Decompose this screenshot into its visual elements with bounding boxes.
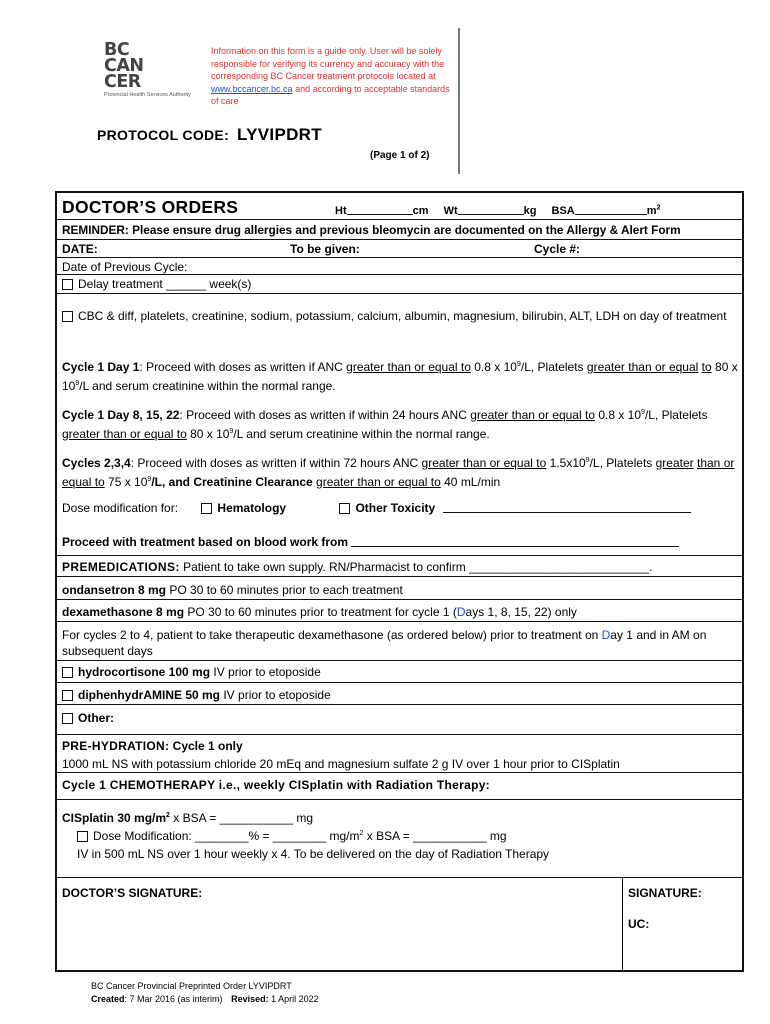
divider	[57, 704, 742, 705]
other-toxicity-field[interactable]	[443, 501, 691, 513]
c1d8-text: 0.8 x 10	[595, 408, 642, 422]
divider	[57, 682, 742, 683]
proceed-bloodwork-row	[62, 535, 679, 549]
gte-text: greater than or equal to	[62, 426, 187, 441]
logo-line-2: CAN	[104, 56, 144, 76]
dexamethasone-text: D	[456, 605, 466, 619]
cycles24-text: D	[601, 628, 611, 642]
logo-line-3: CER	[104, 72, 141, 92]
doctor-signature-label[interactable]: DOCTOR’S SIGNATURE:	[62, 886, 203, 900]
cycles-2-4-paragraph	[62, 453, 738, 490]
prehydration-text: 1000 mL NS with potassium chloride 20 mEq and magnesium sulfate 2 g IV over 1 hour prior to CISplatin	[62, 757, 620, 771]
other-toxicity-label: Other Toxicity	[355, 501, 436, 515]
divider	[57, 274, 742, 275]
dexamethasone-row	[62, 605, 577, 619]
prehydration-title: PRE-HYDRATION:	[62, 739, 170, 753]
gte-text: greater than or equal to	[346, 360, 471, 374]
cycles24-text: For cycles 2 to 4, patient to take therapeutic dexamethasone (as ordered below) prior to treatment on	[62, 628, 602, 642]
cisplatin-drug: CISplatin 30 mg/m	[62, 811, 167, 825]
hydrocortisone-drug: hydrocortisone 100 mg	[78, 665, 211, 679]
dose-mod-sup: 2	[359, 830, 364, 837]
disclaimer-part-2: and according to acceptable standards of care	[211, 83, 450, 106]
diphenhydramine-checkbox[interactable]	[62, 690, 73, 701]
dexamethasone-text: PO 30 to 60 minutes prior to treatment for cycle 1 (	[184, 605, 457, 619]
c1d1-text: 80 x 10	[62, 360, 738, 393]
exponent: 9	[147, 475, 152, 483]
ht-unit: cm	[412, 205, 429, 217]
other-premed-label: Other:	[78, 711, 114, 725]
exponent: 9	[641, 409, 645, 416]
delay-treatment-row	[62, 277, 251, 291]
cycles24-text: ay 1 and in AM on subsequent days	[62, 628, 707, 658]
cisplatin-dose-mod-row	[77, 829, 507, 843]
dose-mod-checkbox[interactable]	[77, 831, 88, 842]
doctors-orders-form	[55, 191, 744, 972]
protocol-code-heading	[97, 125, 322, 145]
page-indicator: (Page 1 of 2)	[370, 150, 430, 161]
cisplatin-row	[62, 811, 313, 825]
divider	[57, 877, 742, 878]
cycle1-day8-paragraph	[62, 405, 738, 442]
divider	[57, 239, 742, 240]
hematology-checkbox[interactable]	[201, 503, 212, 514]
bsa-unit: m	[646, 205, 657, 217]
created-value: : 7 Mar 2016 (as interim)	[124, 993, 223, 1004]
divider	[57, 734, 742, 735]
dose-mod-text: x BSA = ___________ mg	[363, 829, 507, 843]
bc-cancer-logo	[104, 42, 224, 98]
divider	[57, 219, 742, 220]
weight-field[interactable]	[458, 203, 524, 215]
bsa-unit-sup: 2	[656, 204, 661, 212]
delay-checkbox[interactable]	[62, 279, 73, 290]
exponent: 9	[75, 379, 80, 387]
uc-label[interactable]: UC:	[628, 917, 650, 931]
diphenhydramine-text: IV prior to etoposide	[220, 688, 331, 702]
form-title: DOCTOR’S ORDERS	[62, 197, 239, 217]
delay-treatment-text: Delay treatment ______ week(s)	[78, 277, 252, 291]
protocol-code: LYVIPDRT	[237, 125, 322, 144]
diphenhydramine-row	[62, 688, 331, 702]
divider	[57, 772, 742, 773]
c234-text: /L, Platelets	[589, 456, 656, 470]
c234-text: 1.5x10	[546, 456, 586, 470]
wt-unit: kg	[523, 205, 537, 217]
prehydration-subtitle: Cycle 1 only	[169, 739, 243, 753]
gte-text: greater	[655, 456, 694, 470]
header-divider	[458, 28, 460, 174]
divider	[57, 576, 742, 577]
dexamethasone-drug: dexamethasone 8 mg	[62, 605, 185, 619]
disclaimer-text	[211, 45, 456, 108]
ondansetron-drug: ondansetron 8 mg	[62, 583, 167, 597]
c234-text: 40 mL/min	[440, 474, 501, 489]
c1d1-text: : Proceed with doses as written if ANC	[139, 360, 347, 374]
exponent: 9	[516, 361, 521, 368]
labs-row	[62, 309, 738, 325]
protocol-label: PROTOCOL CODE:	[97, 127, 230, 143]
premedications-text: Patient to take own supply. RN/Pharmacist to confirm ___________________________.	[183, 560, 653, 574]
wt-label: Wt	[443, 205, 458, 217]
c234-text: /L, and Creatinine Clearance	[151, 474, 317, 489]
ondansetron-text: PO 30 to 60 minutes prior to each treatment	[166, 583, 403, 597]
date-label[interactable]: DATE:	[62, 242, 98, 256]
signature-label[interactable]: SIGNATURE:	[628, 886, 702, 900]
exponent: 9	[585, 457, 590, 464]
gte-text: greater than or equal to	[421, 456, 547, 470]
bsa-field[interactable]	[575, 203, 647, 215]
dexamethasone-text: ays 1, 8, 15, 22) only	[465, 605, 577, 619]
divider	[57, 660, 742, 661]
exponent: 9	[229, 427, 234, 435]
previous-cycle-label[interactable]: Date of Previous Cycle:	[62, 260, 188, 274]
cisplatin-sup: 2	[166, 812, 170, 819]
cisplatin-text: x BSA = ___________ mg	[169, 811, 314, 825]
footer	[91, 980, 319, 1005]
gte-text: greater than or equal to	[316, 474, 441, 489]
c1d8-title: Cycle 1 Day 8, 15, 22	[62, 408, 180, 422]
labs-text: CBC & diff, platelets, creatinine, sodium, potassium, calcium, albumin, magnesium, bilirubin, ALT, LDH on day of treatment	[78, 309, 727, 323]
cisplatin-admin-text: IV in 500 mL NS over 1 hour weekly x 4. To be delivered on the day of Radiation Therapy	[77, 847, 550, 861]
height-field[interactable]	[347, 203, 413, 215]
c1d8-text: /L, Platelets	[644, 408, 708, 422]
divider	[57, 555, 742, 556]
c234-title: Cycles 2,3,4	[62, 456, 131, 470]
signature-divider	[622, 877, 623, 972]
logo-subtitle: Provincial Health Services Authority	[104, 92, 191, 98]
dose-mod-label: Dose modification for:	[62, 501, 179, 515]
divider	[57, 257, 742, 258]
divider	[57, 799, 742, 800]
other-toxicity-checkbox[interactable]	[339, 503, 350, 514]
c1d1-text: /L and serum creatinine within the normal range.	[79, 378, 336, 393]
dose-modification-row	[62, 501, 691, 515]
c1d8-text: : Proceed with doses as written if within 24 hours ANC	[179, 408, 471, 422]
logo-line-1: BC	[104, 40, 130, 60]
bloodwork-date-field[interactable]	[351, 535, 679, 547]
bsa-label: BSA	[551, 205, 575, 217]
c1d8-text: /L and serum creatinine within the normal range.	[233, 426, 490, 441]
dose-mod-text: Dose Modification: ________% = ________ mg/m	[93, 829, 360, 843]
c234-text: 75 x 10	[104, 474, 148, 489]
ht-label: Ht	[335, 205, 347, 217]
proceed-bloodwork-label: Proceed with treatment based on blood work from	[62, 535, 349, 549]
diphenhydramine-drug: diphenhydrAMINE 50 mg	[78, 688, 221, 702]
hydrocortisone-text: IV prior to etoposide	[210, 665, 321, 679]
to-be-given-label[interactable]: To be given:	[290, 242, 360, 256]
gte-text: greater than or equal	[586, 360, 699, 374]
height-weight-bsa	[335, 203, 660, 217]
divider	[57, 621, 742, 622]
revised-value: 1 April 2022	[268, 993, 319, 1004]
hydrocortisone-row	[62, 665, 321, 679]
gte-text: than or equal to	[62, 456, 735, 489]
created-label: Created	[91, 993, 125, 1004]
c1d1-text: /L, Platelets	[520, 360, 587, 374]
bccancer-link[interactable]: www.bccancer.bc.ca	[211, 83, 293, 94]
disclaimer-part-1: Information on this form is a guide only. User will be solely responsible for verifying its currency and accuracy with the corresponding BC Cancer treatment protocols located at	[211, 46, 445, 81]
premedications-title: PREMEDICATIONS:	[62, 560, 180, 574]
labs-checkbox[interactable]	[62, 311, 73, 322]
gte-text: greater than or equal to	[470, 408, 595, 422]
c1d1-text: 0.8 x 10	[470, 360, 517, 374]
gte-text: to	[701, 360, 712, 374]
hydrocortisone-checkbox[interactable]	[62, 667, 73, 678]
other-premed-checkbox[interactable]	[62, 713, 73, 724]
c1d8-text: 80 x 10	[186, 426, 230, 441]
chemotherapy-title: Cycle 1 CHEMOTHERAPY i.e., weekly CISplatin with Radiation Therapy:	[62, 778, 490, 792]
premedications-row	[62, 560, 653, 574]
footer-dates	[91, 993, 319, 1006]
cycle-number-label[interactable]: Cycle #:	[534, 242, 581, 256]
cycle1-day1-paragraph	[62, 357, 738, 394]
reminder-text	[62, 223, 681, 237]
reminder: REMINDER: Please ensure drug allergies and previous bleomycin are documented on the Allergy & Alert Form	[62, 223, 681, 237]
revised-label: Revised:	[231, 993, 269, 1004]
other-premed-row	[62, 711, 114, 725]
divider	[57, 293, 742, 294]
hematology-label: Hematology	[217, 501, 287, 515]
ondansetron-row	[62, 583, 403, 597]
footer-title: BC Cancer Provincial Preprinted Order LYVIPDRT	[91, 981, 292, 991]
cycles-2-4-dexamethasone	[62, 628, 738, 659]
divider	[57, 599, 742, 600]
c1d1-title: Cycle 1 Day 1	[62, 360, 140, 374]
prehydration-title-row	[62, 739, 243, 753]
c234-text: : Proceed with doses as written if within 72 hours ANC	[130, 456, 422, 470]
